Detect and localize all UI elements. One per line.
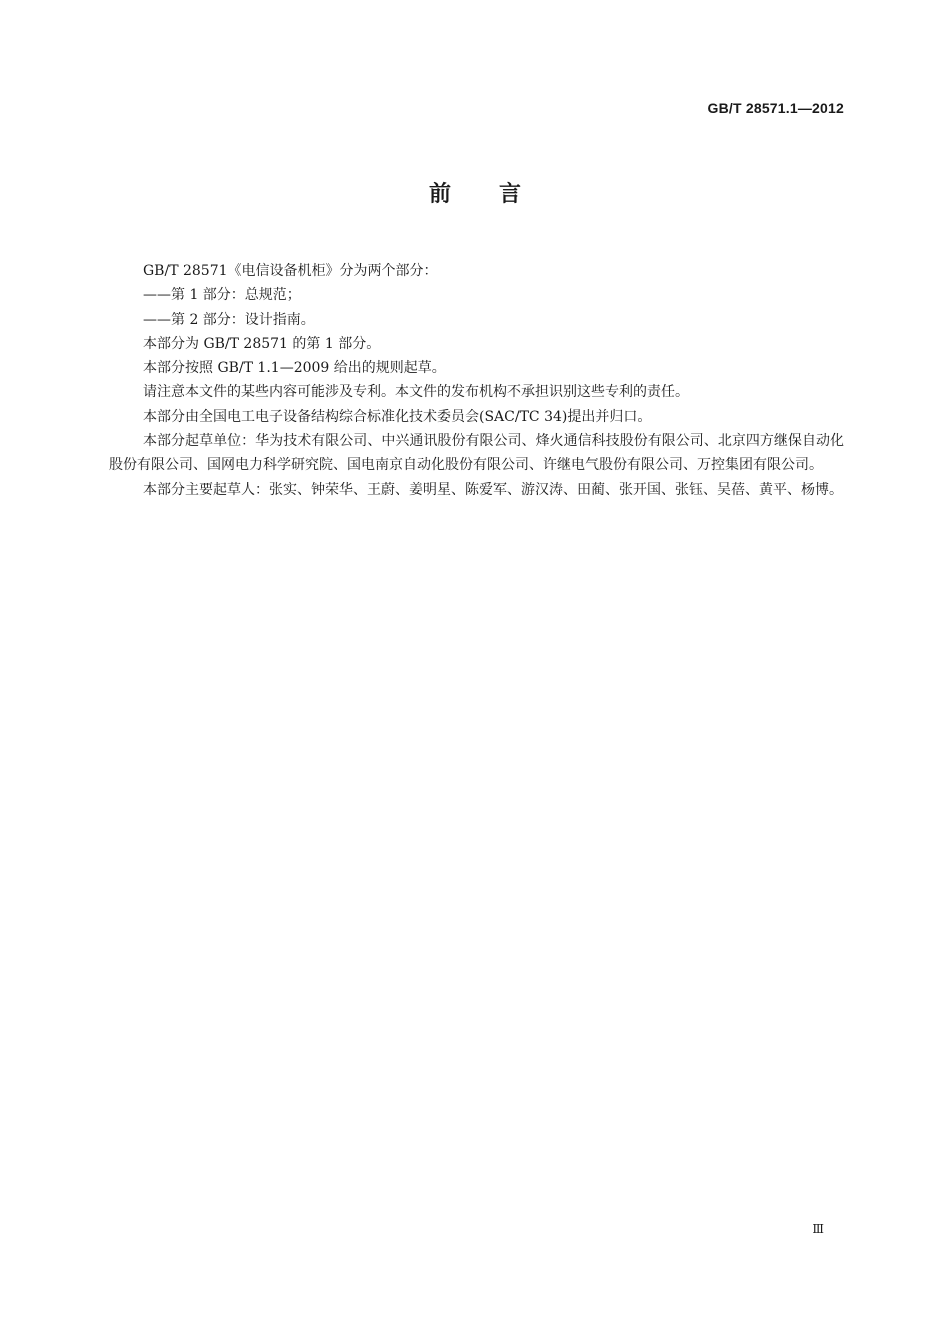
paragraph-drafting-rules: 本部分按照 GB/T 1.1—2009 给出的规则起草。 [143,360,446,377]
paragraph-part-2: ——第 2 部分：设计指南。 [143,311,315,328]
paragraph-part-1: ——第 1 部分：总规范； [143,287,301,304]
paragraph-patent-notice: 请注意本文件的某些内容可能涉及专利。本文件的发布机构不承担识别这些专利的责任。 [143,384,689,401]
page-title: 前言 [428,182,569,207]
standard-number: GB/T 28571.1—2012 [707,100,844,116]
paragraph-proposer: 本部分由全国电工电子设备结构综合标准化技术委员会(SAC/TC 34)提出并归口。 [143,408,652,425]
paragraph-this-part: 本部分为 GB/T 28571 的第 1 部分。 [143,335,381,352]
paragraph-drafters: 本部分主要起草人：张实、钟荣华、王蔚、姜明星、陈爱军、游汉涛、田蔺、张开国、张钰、吴蓓、黄平、杨博。 [143,481,843,498]
paragraph-drafting-organizations: 本部分起草单位：华为技术有限公司、中兴通讯股份有限公司、烽火通信科技股份有限公司、北京四方继保自动化股份有限公司、国网电力科学研究院、国电南京自动化股份有限公司、许继电气股份有限公司、万控集团有限公司。 [109,433,844,474]
foreword-body [109,259,844,502]
paragraph-parts-intro: GB/T 28571《电信设备机柜》分为两个部分： [143,263,438,279]
page-number: Ⅲ [812,1222,824,1236]
